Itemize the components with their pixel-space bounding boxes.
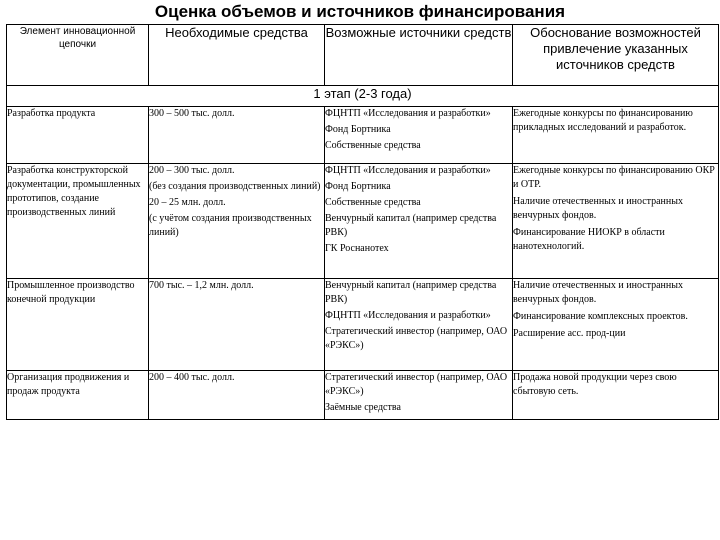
source-line: Венчурный капитал (например средства РВК) [325,213,497,238]
funds-line: 20 – 25 млн. долл. [149,197,226,208]
header-element: Элемент инновационной цепочки [7,25,149,86]
justification-line: Наличие отечественных и иностранных венчурных фондов. [513,280,683,305]
funds-line: 300 – 500 тыс. долл. [149,108,235,119]
source-line: Фонд Бортника [325,181,391,192]
justification-line: Наличие отечественных и иностранных венчурных фондов. [513,196,683,221]
source-line: Стратегический инвестор (например, ОАО «РЭКС») [325,372,508,397]
source-line: Венчурный капитал (например средства РВК) [325,280,497,305]
funds-line: (без создания производственных линий) [149,181,321,192]
sources-cell [325,279,513,371]
funds-cell [149,164,325,279]
justification-cell [513,371,719,420]
sources-cell [325,371,513,420]
source-line: Собственные средства [325,197,421,208]
funds-cell [149,107,325,164]
header-row [7,25,719,86]
page-title: Оценка объемов и источников финансирования [154,2,566,21]
header-funds: Необходимые средства [149,25,325,86]
justification-cell [513,164,719,279]
table-row [7,107,719,164]
stage-row [7,86,719,107]
funds-line: 700 тыс. – 1,2 млн. долл. [149,280,254,291]
table-row [7,164,719,279]
header-justification: Обоснование возможностей привлечение указанных источников средств [513,25,719,86]
source-line: ФЦНТП «Исследования и разработки» [325,310,491,321]
sources-cell [325,107,513,164]
funds-cell [149,279,325,371]
justification-line: Финансирование НИОКР в области нанотехнологий. [513,227,665,252]
funds-line: 200 – 400 тыс. долл. [149,372,235,383]
funds-cell [149,371,325,420]
source-line: Заёмные средства [325,402,401,413]
justification-line: Ежегодные конкурсы по финансированию ОКР и ОТР. [513,165,715,190]
element-cell: Разработка конструкторской документации, промышленных прототипов, создание производственных линий [7,164,149,279]
table-row [7,371,719,420]
table-row [7,279,719,371]
header-sources: Возможные источники средств [325,25,513,86]
justification-line: Ежегодные конкурсы по финансированию прикладных исследований и разработок. [513,108,693,133]
justification-line: Продажа новой продукции через свою сбытовую сеть. [513,372,677,397]
source-line: ФЦНТП «Исследования и разработки» [325,108,491,119]
funds-line: 200 – 300 тыс. долл. [149,165,235,176]
source-line: Фонд Бортника [325,124,391,135]
source-line: Стратегический инвестор (например, ОАО «РЭКС») [325,326,508,351]
source-line: Собственные средства [325,140,421,151]
justification-cell [513,107,719,164]
element-cell: Разработка продукта [7,107,149,164]
sources-cell [325,164,513,279]
justification-cell [513,279,719,371]
element-cell: Промышленное производство конечной продукции [7,279,149,371]
financing-table [6,24,719,420]
funds-line: (с учётом создания производственных линий) [149,213,312,238]
source-line: ФЦНТП «Исследования и разработки» [325,165,491,176]
justification-line: Расширение асс. прод-ции [513,328,626,339]
justification-line: Финансирование комплексных проектов. [513,311,688,322]
stage-label: 1 этап (2-3 года) [7,86,719,107]
source-line: ГК Роснанотех [325,243,389,254]
element-cell: Организация продвижения и продаж продукта [7,371,149,420]
